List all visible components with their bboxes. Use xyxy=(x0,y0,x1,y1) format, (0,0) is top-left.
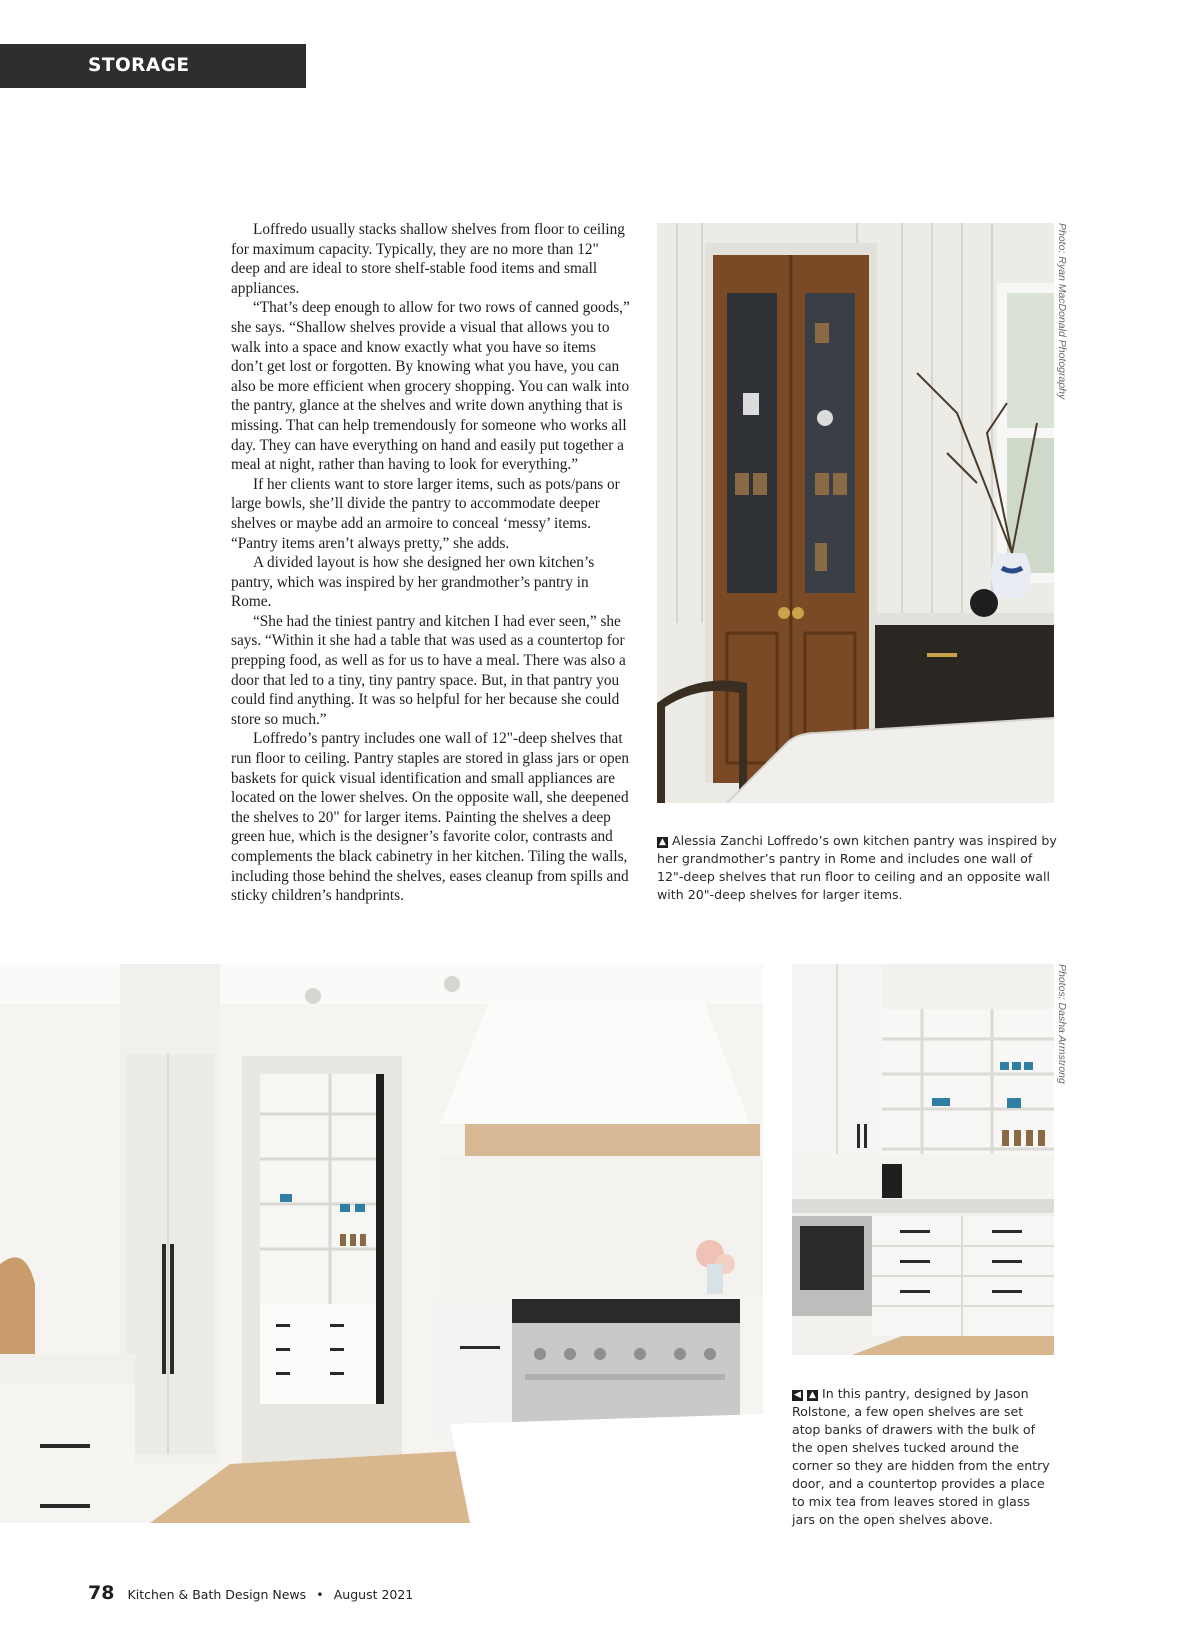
arrow-up-icon: ▲ xyxy=(807,1390,818,1401)
article-paragraph: “That’s deep enough to allow for two rows of canned goods,” she says. “Shallow shelves provide a visual that allows you to walk into a space and know exactly what you have so items don’t get lost or forgotten. By knowing what you have, you can also be more efficient when grocery shopping. You can walk into the pantry, glance at the shelves and write down anything that is missing. That can help tremendously for someone who works all day. They can have everything on hand and easily put together a meal at night, rather than having to look for everything.” xyxy=(231,299,630,474)
arrow-up-icon: ▲ xyxy=(657,837,668,848)
article-paragraph: “She had the tiniest pantry and kitchen I had ever seen,” she says. “Within it she had a table that was used as a countertop for prepping food, as well as for us to have a meal. There was also a door that led to a tiny, tiny pantry space. But, in that pantry you could find anything. It was so helpful for her because she could store so much.” xyxy=(231,612,626,728)
pantry-doors-photo xyxy=(657,223,1054,803)
bottom-photo-caption xyxy=(792,1385,1054,1529)
page-number: 78 xyxy=(88,1582,115,1604)
article-paragraph: Loffredo usually stacks shallow shelves from floor to ceiling for maximum capacity. Typically, they are no more than 12" deep and are ideal to store shelf-stable food items and small appliances. xyxy=(231,221,625,297)
article-body xyxy=(231,220,631,906)
photo-credit-bottom: Photos: Dasha Armstrong xyxy=(1056,964,1068,1084)
arrow-left-icon: ◀ xyxy=(792,1390,803,1401)
top-photo-caption xyxy=(657,832,1057,904)
issue-date: August 2021 xyxy=(333,1587,414,1602)
article-paragraph: If her clients want to store larger items, such as pots/pans or large bowls, she’ll divide the pantry to accommodate deeper shelves or maybe add an armoire to conceal ‘messy’ items. “Pantry items aren’t always pretty,” she adds. xyxy=(231,475,620,552)
corner-pantry-photo xyxy=(792,964,1054,1355)
article-paragraph: Loffredo’s pantry includes one wall of 12"-deep shelves that run floor to ceiling. Pantry staples are stored in glass jars or open baskets for quick visual identification and small appliances are located on the lower shelves. On the opposite wall, she deepened the shelves to 20" for larger items. Painting the shelves a deep green hue, which is the designer’s favorite color, contrasts and complements the black cabinetry in her kitchen. Tiling the walls, including those behind the shelves, eases cleanup from spills and sticky children’s handprints. xyxy=(231,730,630,905)
section-label: STORAGE SOLUTIONS xyxy=(0,44,306,88)
caption-text: Alessia Zanchi Loffredo’s own kitchen pantry was inspired by her grandmother’s pantry in Rome and includes one wall of 12"-deep shelves that run floor to ceiling and an opposite wall with 20"-deep shelves for larger items. xyxy=(657,833,1057,902)
caption-text: In this pantry, designed by Jason Rolstone, a few open shelves are set atop banks of drawers with the bulk of the open shelves tucked around the corner so they are hidden from the entry door, and a countertop provides a place to mix tea from leaves stored in glass jars on the open shelves above. xyxy=(792,1386,1050,1527)
photo-credit-top: Photo: Ryan MacDonald Photography xyxy=(1056,223,1068,400)
footer-separator: • xyxy=(316,1587,324,1602)
white-kitchen-photo xyxy=(0,964,763,1523)
page-footer xyxy=(88,1582,413,1604)
article-paragraph: A divided layout is how she designed her own kitchen’s pantry, which was inspired by her grandmother’s pantry in Rome. xyxy=(231,554,595,611)
publication-name: Kitchen & Bath Design News xyxy=(127,1587,307,1602)
